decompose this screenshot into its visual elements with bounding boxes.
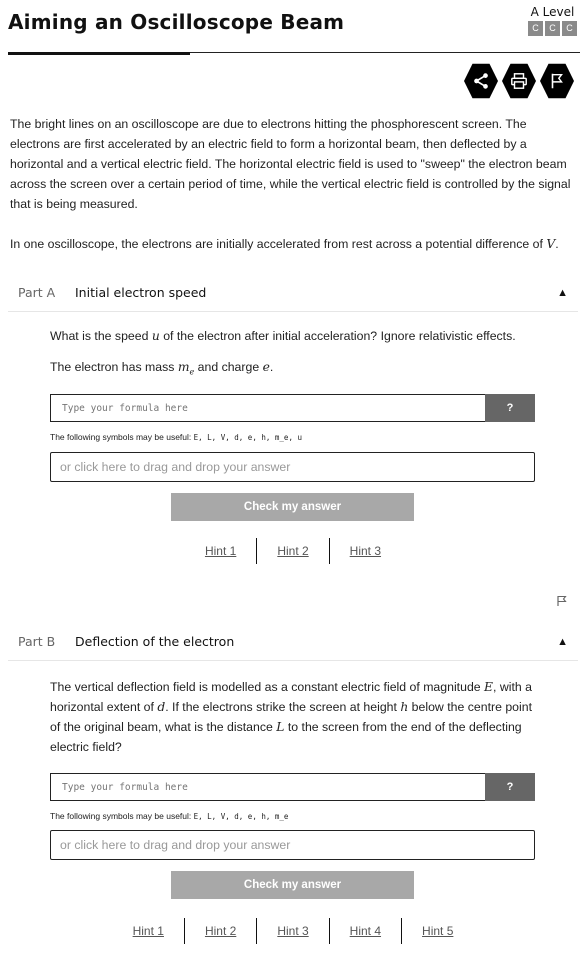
symbols-list: E, L, V, d, e, h, m_e	[193, 812, 289, 821]
math-var: L	[276, 720, 285, 734]
check-answer-button[interactable]: Check my answer	[171, 871, 414, 899]
check-answer-button[interactable]: Check my answer	[171, 493, 414, 521]
formula-row	[50, 394, 535, 422]
formula-row	[50, 773, 535, 801]
share-button[interactable]	[464, 63, 498, 99]
question-text: and charge	[194, 360, 263, 374]
title-accent-bar	[8, 52, 190, 55]
part-b-question	[50, 677, 538, 757]
math-var: d	[157, 700, 166, 714]
hints-row	[8, 538, 578, 564]
question-text: of the electron after initial acceleration? Ignore relativistic effects.	[159, 329, 516, 343]
flag-icon[interactable]	[556, 595, 568, 607]
part-a-question	[50, 326, 538, 346]
symbols-list: E, L, V, d, e, h, m_e, u	[193, 433, 302, 442]
chevron-up-icon[interactable]: ▲	[557, 636, 568, 648]
intro-text: In one oscilloscope, the electrons are initially accelerated from rest across a potential difference of	[10, 237, 547, 251]
level-blocks	[528, 21, 577, 36]
part-title: Deflection of the electron	[75, 634, 235, 649]
level-badge	[528, 5, 577, 36]
hint-link-2[interactable]: Hint 2	[256, 538, 328, 564]
symbols-label: The following symbols may be useful:	[50, 432, 194, 442]
chevron-up-icon[interactable]: ▲	[557, 287, 568, 299]
page-title: Aiming an Oscilloscope Beam	[8, 10, 345, 34]
part-a-panel	[8, 274, 578, 621]
hint-link-4[interactable]: Hint 4	[329, 918, 401, 944]
symbols-hint	[50, 432, 302, 442]
math-subscript: e	[189, 367, 195, 377]
share-icon	[472, 72, 490, 90]
part-title: Initial electron speed	[75, 285, 207, 300]
answer-drop-zone[interactable]: or click here to drag and drop your answer	[50, 830, 535, 860]
intro-paragraph-2	[10, 234, 572, 254]
hint-link-3[interactable]: Hint 3	[329, 538, 401, 564]
part-b-body	[8, 661, 578, 953]
level-block: C	[562, 21, 577, 36]
part-b-panel	[8, 623, 578, 953]
formula-input[interactable]	[50, 394, 485, 422]
report-button[interactable]	[540, 63, 574, 99]
answer-drop-zone[interactable]: or click here to drag and drop your answer	[50, 452, 535, 482]
level-block: C	[545, 21, 560, 36]
math-var: e	[262, 360, 270, 374]
intro-paragraph: The bright lines on an oscilloscope are due to electrons hitting the phosphorescent screen. The electrons are first accelerated by an electric field to form a horizontal beam, then deflected by a horizontal and a vertical electric field. The horizontal electric field is used to "sweep" the electron beam across the screen over a certain period of time, while the vertical electric field is controlled by the signal that is being measured.	[10, 117, 571, 211]
hint-link-3[interactable]: Hint 3	[256, 918, 328, 944]
print-icon	[510, 72, 528, 90]
math-var: E	[484, 680, 494, 694]
hint-link-1[interactable]: Hint 1	[204, 544, 237, 558]
level-label: A Level	[530, 5, 575, 19]
problem-intro	[10, 114, 572, 274]
question-text: What is the speed	[50, 329, 152, 343]
formula-help-button[interactable]: ?	[485, 394, 535, 422]
level-block: C	[528, 21, 543, 36]
math-var: m	[177, 360, 190, 374]
part-a-body	[8, 312, 578, 621]
part-label: Part A	[18, 285, 56, 300]
question-text: .	[269, 360, 274, 374]
part-a-header[interactable]	[8, 274, 578, 312]
math-var: h	[400, 700, 409, 714]
part-b-header[interactable]	[8, 623, 578, 661]
symbols-hint	[50, 811, 288, 821]
hint-link-1[interactable]: Hint 1	[132, 924, 164, 938]
hint-link-5[interactable]: Hint 5	[401, 918, 473, 944]
hint-link-2[interactable]: Hint 2	[184, 918, 256, 944]
question-text: . If the electrons strike the screen at height	[165, 700, 401, 714]
question-text: below the centre point of the original beam, what is the distance	[50, 700, 532, 734]
symbols-label: The following symbols may be useful:	[50, 811, 194, 821]
part-a-given	[50, 357, 538, 382]
part-label: Part B	[18, 634, 56, 649]
question-text: The electron has mass	[50, 360, 178, 374]
question-text: The vertical deflection field is modelled as a constant electric field of magnitude	[50, 680, 485, 694]
hints-row	[8, 918, 578, 944]
question-text: to the screen from the end of the deflecting electric field?	[50, 720, 522, 754]
flag-icon	[548, 72, 566, 90]
math-var: u	[151, 329, 160, 343]
action-toolbar	[464, 63, 574, 99]
formula-help-button[interactable]: ?	[485, 773, 535, 801]
intro-text: .	[555, 237, 559, 251]
question-text: , with a horizontal extent of	[50, 680, 532, 714]
print-button[interactable]	[502, 63, 536, 99]
math-var: V	[546, 237, 556, 251]
formula-input[interactable]	[50, 773, 485, 801]
